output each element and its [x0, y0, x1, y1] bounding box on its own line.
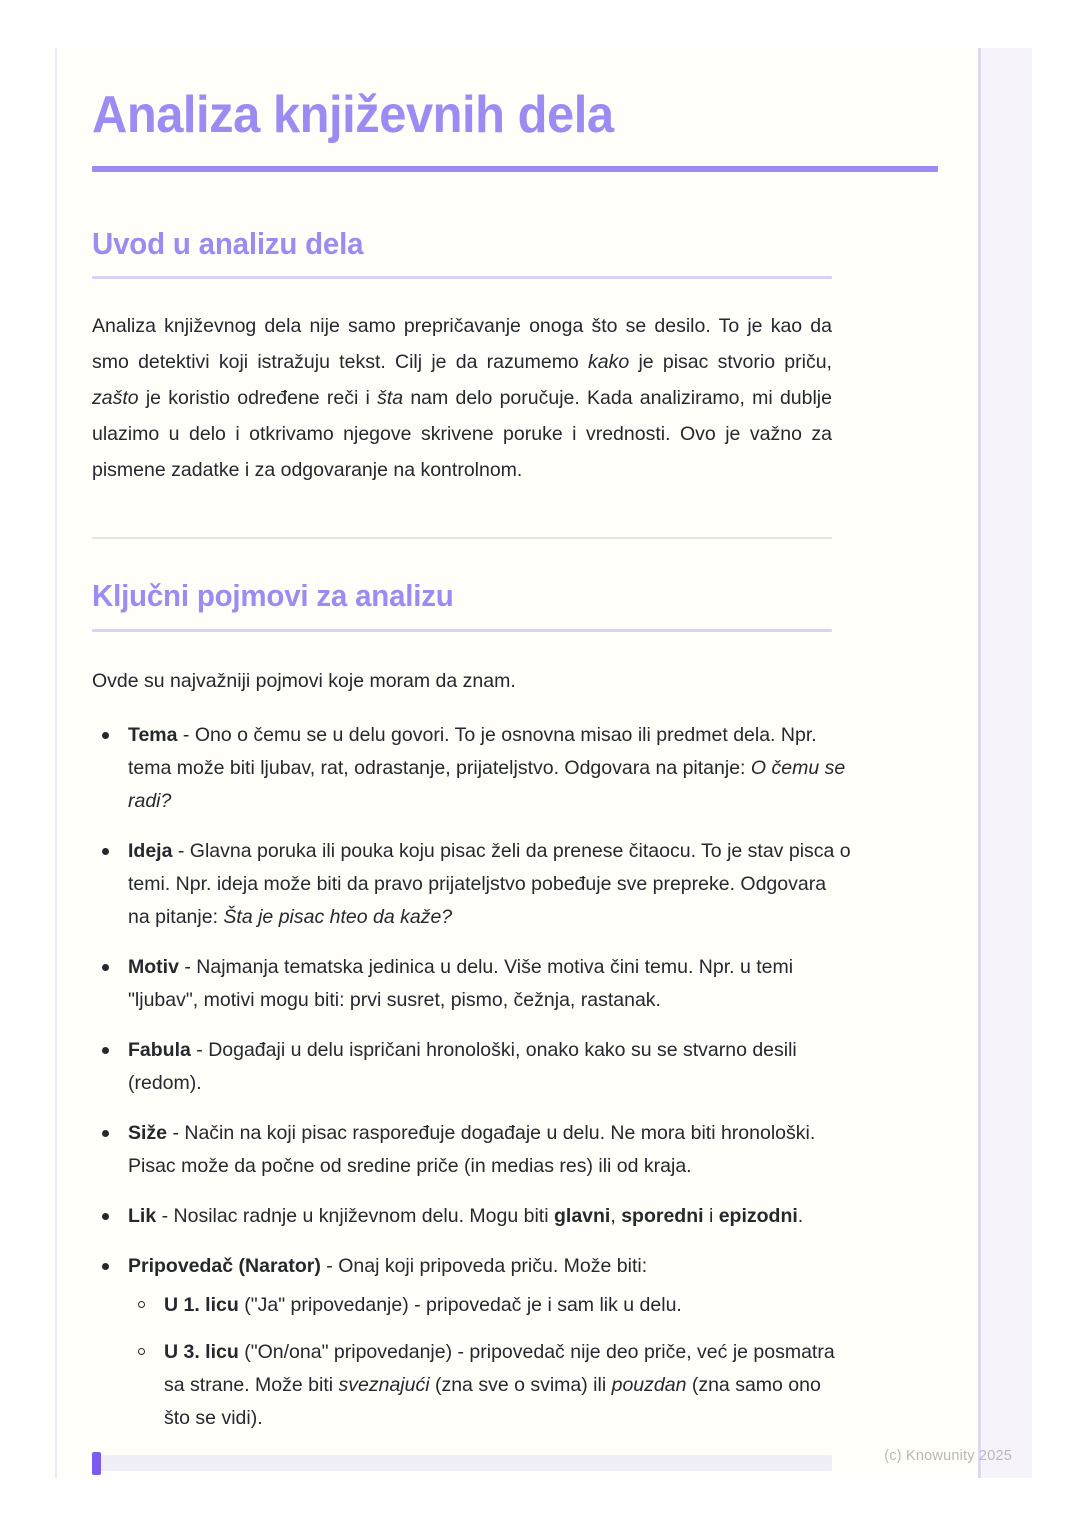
narrator-subterms-list	[128, 1289, 852, 1435]
subterm-emphasis-pouzdan: pouzdan	[611, 1373, 687, 1396]
bullet-icon	[102, 964, 109, 971]
term-dash: -	[172, 839, 190, 862]
term-strong-epizodni: epizodni	[718, 1204, 798, 1227]
document-content	[92, 48, 938, 1435]
subterm-label: U 1. licu	[164, 1293, 239, 1316]
bullet-icon	[102, 1047, 109, 1054]
list-item	[92, 1034, 852, 1100]
section-heading-uvod: Uvod u analizu dela	[92, 226, 364, 262]
term-label: Tema	[128, 723, 178, 746]
intro-emphasis-kako: kako	[588, 351, 630, 374]
subterm-description: ("On/ona" pripovedanje) - pripovedač nije deo priče, već je posmatra sa strane. Može biti	[164, 1340, 835, 1396]
section-uvod	[92, 225, 938, 488]
term-label: Pripovedač (Narator)	[128, 1254, 321, 1277]
term-description: Nosilac radnje u književnom delu. Mogu biti	[173, 1204, 554, 1227]
bottom-progress-bar	[92, 1455, 832, 1471]
term-dash: -	[320, 1254, 339, 1277]
hollow-bullet-icon	[138, 1348, 145, 1355]
intro-text-part-3: je koristio određene reči i	[138, 387, 378, 410]
page-title: Analiza književnih dela	[92, 86, 614, 144]
list-item	[92, 1250, 852, 1435]
subterm-label: U 3. licu	[164, 1340, 239, 1363]
section-heading-kljucni-pojmovi: Ključni pojmovi za analizu	[92, 578, 454, 614]
term-description: Ono o čemu se u delu govori. To je osnovna misao ili predmet dela. Npr. tema može biti ljubav, rat, odrastanje, prijateljstvo. Odgovara na pitanje:	[128, 723, 817, 779]
term-description: Glavna poruka ili pouka koju pisac želi da prenese čitaocu. To je stav pisca o temi. Npr. ideja može biti da pravo prijateljstvo pobeđuje sve prepreke. Odgovara na pitanje:	[128, 839, 851, 928]
term-dash: -	[178, 955, 197, 978]
term-strong-sporedni: sporedni	[621, 1204, 704, 1227]
list-item	[92, 835, 852, 934]
page-right-margin-rule	[978, 48, 981, 1478]
subterm-description: ("Ja" pripovedanje) - pripovedač je i sam lik u delu.	[238, 1293, 682, 1316]
term-dash: -	[156, 1204, 174, 1227]
list-item	[92, 1117, 852, 1183]
title-underline	[92, 166, 938, 172]
section-underline	[92, 276, 832, 279]
page-left-margin-rule	[55, 48, 57, 1478]
term-description: Najmanja tematska jedinica u delu. Više motiva čini temu. Npr. u temi "ljubav", motivi mogu biti: prvi susret, pismo, čežnja, rastanak.	[128, 955, 794, 1011]
subterm-description-3: (zna samo ono što se vidi).	[164, 1373, 821, 1429]
intro-text-part-2: je pisac stvorio priču,	[629, 351, 832, 374]
term-strong-glavni: glavni	[553, 1204, 611, 1227]
term-label: Motiv	[128, 955, 179, 978]
document-page	[48, 48, 1032, 1478]
intro-text-part-4: nam delo poručuje. Kada analiziramo, mi dublje ulazimo u delo i otkrivamo njegove skrivene poruke i vrednosti. Ovo je važno za pismene zadatke i za odgovaranje na kontrolnom.	[92, 387, 832, 482]
copyright-watermark: (c) Knowunity 2025	[884, 1448, 1012, 1464]
intro-text-part-1: Analiza književnog dela nije samo prepričavanje onoga što se desilo. To je kao da smo detektivi koji istražuju tekst. Cilj je da razumemo	[92, 315, 832, 374]
subterm-description-2: (zna sve o svima) ili	[429, 1373, 612, 1396]
intro-paragraph	[92, 308, 832, 488]
list-item	[92, 951, 852, 1017]
section-divider	[92, 537, 832, 539]
term-label: Ideja	[128, 839, 173, 862]
bullet-icon	[102, 732, 109, 739]
intro-emphasis-sta: šta	[377, 387, 404, 410]
term-emphasis: O čemu se radi?	[128, 756, 846, 812]
term-description: Događaji u delu ispričani hronološki, onako kako su se stvarno desili (redom).	[128, 1038, 797, 1094]
section-underline	[92, 629, 832, 632]
list-item	[92, 1200, 852, 1233]
term-label: Lik	[128, 1204, 157, 1227]
bullet-icon	[102, 848, 109, 855]
page-right-margin-panel	[982, 48, 1032, 1478]
term-dash: -	[167, 1121, 185, 1144]
section-lead-text: Ovde su najvažniji pojmovi koje moram da znam.	[92, 669, 516, 692]
bullet-icon	[102, 1213, 109, 1220]
term-separator: i	[703, 1204, 719, 1227]
term-dash: -	[177, 723, 195, 746]
bullet-icon	[102, 1263, 109, 1270]
term-description: Onaj koji pripoveda priču. Može biti:	[338, 1254, 648, 1277]
list-item	[128, 1336, 852, 1435]
section-kljucni-pojmovi	[92, 577, 938, 1434]
bullet-icon	[102, 1130, 109, 1137]
hollow-bullet-icon	[138, 1301, 145, 1308]
list-item	[128, 1289, 852, 1322]
subterm-emphasis-sveznajuci: sveznajući	[338, 1373, 430, 1396]
bottom-progress-marker	[92, 1452, 101, 1475]
list-item	[92, 719, 852, 818]
term-description-end: .	[797, 1204, 804, 1227]
terms-list	[92, 719, 852, 1435]
term-label: Fabula	[128, 1038, 191, 1061]
term-separator: ,	[610, 1204, 622, 1227]
term-emphasis: Šta je pisac hteo da kaže?	[223, 905, 453, 928]
term-dash: -	[190, 1038, 209, 1061]
term-description: Način na koji pisac raspoređuje događaje u delu. Ne mora biti hronološki. Pisac može da počne od sredine priče (in medias res) ili od kraja.	[128, 1121, 816, 1177]
term-label: Siže	[128, 1121, 168, 1144]
intro-emphasis-zasto: zašto	[92, 387, 139, 410]
